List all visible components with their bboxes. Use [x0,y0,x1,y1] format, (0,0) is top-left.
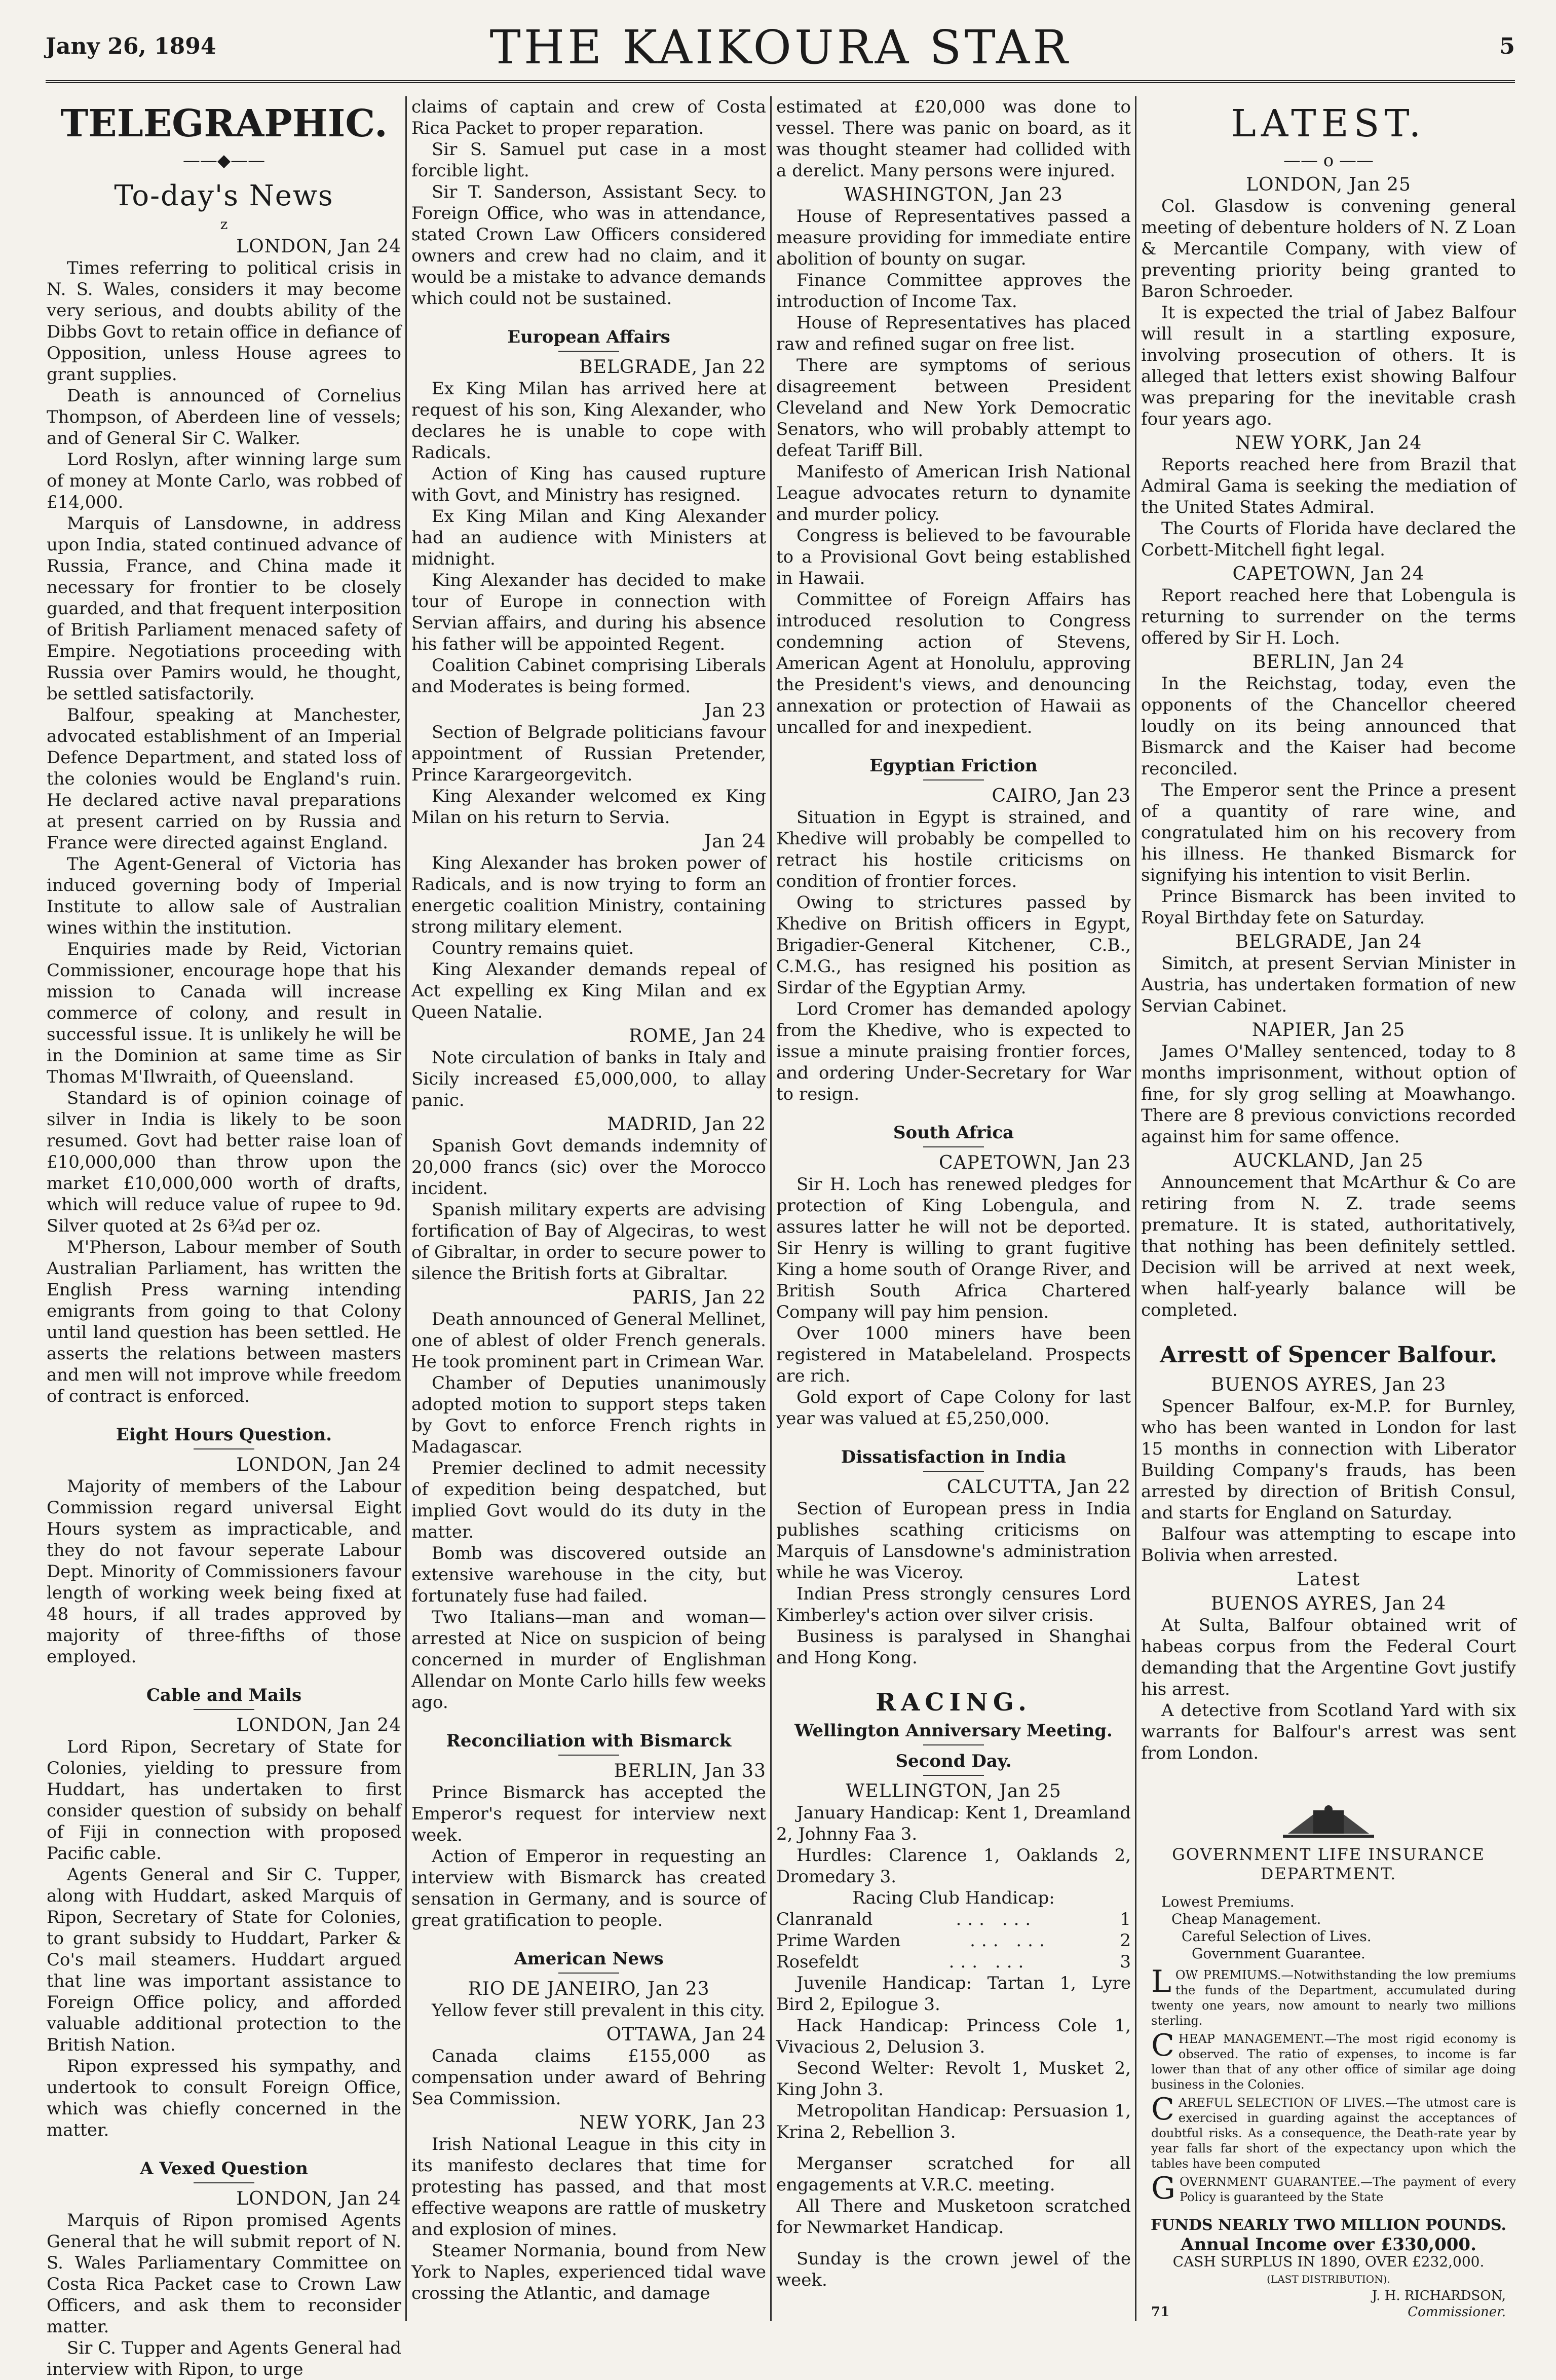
dateline: NAPIER, Jan 25 [1251,1020,1406,1040]
news-paragraph: The Agent-General of Victoria has induced governing body of Imperial Institute to allow sale of Australian wines within the institution. [47,854,401,938]
news-paragraph: Coalition Cabinet comprising Liberals and Moderates is being formed. [411,655,766,697]
news-paragraph: Prince Bismarck has accepted the Emperor's request for interview next week. [411,1782,766,1845]
news-paragraph: claims of captain and crew of Costa Rica Packet to proper reparation. [411,97,766,138]
news-paragraph: The Courts of Florida have declared the Corbett-Mitchell fight legal. [1141,518,1516,560]
section-rule [923,1146,984,1147]
ad-paragraph [1151,1964,1516,2028]
leader-dots: ... ... [970,1930,1051,1951]
ad-paragraph-text: HEAP MANAGEMENT.—The most rigid economy is observed. The ratio of expenses, to income is far lower than that of any other office of similar age doing business in the Colonies. [1151,2032,1516,2092]
news-paragraph: At Sulta, Balfour obtained writ of habeas corpus from the Federal Court demanding that the Argentine Govt justify his arrest. [1141,1615,1516,1699]
news-paragraph: Death is announced of Cornelius Thompson, of Aberdeen line of vessels; and of General Sir C. Walker. [47,386,401,449]
news-paragraph: Note circulation of banks in Italy and Sicily increased £5,000,000, to allay panic. [411,1048,766,1110]
news-paragraph: Yellow fever still prevalent in this city. [432,2000,765,2021]
section-heading: A Vexed Question [140,2159,308,2179]
ad-paragraph-text: OW PREMIUMS.—Notwithstanding the low premiums the funds of the Department, accumulated during twenty one years, now amount to nearly two millions sterling. [1151,1968,1516,2028]
leader-dots: ... ... [956,1909,1037,1929]
ad-feature: Cheap Management. [1171,1911,1321,1927]
news-paragraph: Marquis of Lansdowne, in address upon India, stated continued advance of Russia, France, and China made it necessary for frontier to be closely guarded, and that frequent interposition of British Parliament menaced safety of Empire. Negotiations proceeding with Russia over Pamirs would, he thought, be settled satisfactorily. [47,513,401,704]
news-paragraph: Two Italians—man and woman—arrested at Nice on suspicion of being concerned in murder of Englishman Allendar on Monte Carlo hills few weeks ago. [411,1607,766,1713]
news-paragraph: Ex King Milan and King Alexander had an audience with Ministers at midnight. [411,506,766,569]
column-2 [411,96,766,2321]
ornament-mark: o [1323,151,1334,171]
dateline: MADRID, Jan 22 [607,1114,766,1135]
column-4 [1141,96,1516,2321]
news-paragraph: M'Pherson, Labour member of South Australian Parliament, has written the English Press warning intending emigrants from going to that Colony until land question has been settled. He asserts the relations between masters and men will not improve while freedom of contract is enforced. [47,1237,401,1406]
section-heading: Egyptian Friction [869,756,1038,776]
ad-paragraph [1151,2171,1516,2206]
news-paragraph: Situation in Egypt is strained, and Khedive will probably be compelled to retract his hostile criticisms on condition of frontier forces. [776,807,1131,891]
section-heading: Cable and Mails [146,1685,302,1705]
news-paragraph: Owing to strictures passed by Khedive on British officers in Egypt, Brigadier-General Kitchener, C.B., C.M.G., has resigned his position as Sirdar of the Egyptian Army. [776,892,1131,998]
ad-heading: DEPARTMENT. [1260,1864,1397,1883]
news-paragraph: Balfour was attempting to escape into Bolivia when arrested. [1141,1524,1516,1566]
race-note: All There and Musketoon scratched for Newmarket Handicap. [776,2196,1131,2238]
section-rule [558,1973,619,1974]
dateline: LONDON, Jan 24 [236,2188,401,2209]
dateline: WELLINGTON, Jan 25 [846,1781,1061,1802]
news-paragraph: Balfour, speaking at Manchester, advocated establishment of an Imperial Defence Department, and stated loss of the colonies would be England's ruin. He declared active naval preparations at present carried on by Russia and France were directed against England. [47,705,401,853]
dateline: OTTAWA, Jan 24 [606,2024,766,2045]
section-rule [558,351,619,352]
ad-feature: Lowest Premiums. [1161,1893,1295,1910]
column-rule [1135,96,1136,2321]
section-rule [194,2182,254,2183]
news-paragraph: Prince Bismarck has been invited to Royal Birthday fete on Saturday. [1141,886,1516,928]
issue-date: Jany 26, 1894 [46,33,216,59]
news-paragraph: Bomb was discovered outside an extensive warehouse in the city, but fortunately fuse had failed. [411,1543,766,1606]
news-paragraph: In the Reichstag, today, even the opponents of the Chancellor cheered loudly on its being announced that Bismarck and the Kaiser had become reconciled. [1141,674,1516,779]
section-heading: Reconciliation with Bismarck [446,1731,732,1751]
race-row [776,1930,1131,1951]
dateline: BUENOS AYRES, Jan 23 [1210,1374,1447,1395]
placing: 1 [1120,1909,1131,1929]
drop-cap: G [1151,2171,1175,2206]
news-paragraph: estimated at £20,000 was done to vessel. There was panic on board, as it was thought steamer had collided with a derelict. Many persons were injured. [776,97,1131,181]
news-paragraph: Section of Belgrade politicians favour appointment of Russian Pretender, Prince Karargeorgevitch. [411,722,766,785]
ornament-rule: —— o —— [1283,151,1374,171]
news-paragraph: Lord Ripon, Secretary of State for Colonies, yielding to pressure from Huddart, has undertaken to first consider question of subsidy on behalf of Fiji in connection with proposed Pacific cable. [47,1737,401,1864]
news-paragraph: Reports reached here from Brazil that Admiral Gama is seeking the mediation of the United States Admiral. [1141,455,1516,517]
arrest-heading: Arrestt of Spencer Balfour. [1160,1342,1497,1368]
dateline: WASHINGTON, Jan 23 [844,184,1063,205]
section-heading: Eight Hours Question. [116,1425,332,1445]
masthead-rule [46,80,1515,83]
column-rule [405,96,407,2321]
dateline: CALCUTTA, Jan 22 [946,1477,1131,1498]
section-dash: z [220,216,228,233]
dateline: CAPETOWN, Jan 23 [939,1152,1131,1173]
news-paragraph: Marquis of Ripon promised Agents General that he will submit report of N. S. Wales Parliamentary Committee on Costa Rica Packet case to Crown Law Officers, and ask them to reconsider matter. [47,2210,401,2337]
news-paragraph: Action of Emperor in requesting an interview with Bismarck has created sensation in Germany, and is source of great gratification to people. [411,1846,766,1930]
dateline: LONDON, Jan 24 [236,1455,401,1475]
news-paragraph: Majority of members of the Labour Commission regard universal Eight Hours system as impracticable, and they do not favour seperate Labour Dept. Minority of Commissioners favour length of working week being fixed at 48 hours, if all trades approved by majority of three-fifths of those employed. [47,1476,401,1667]
race-heading: Racing Club Handicap: [852,1888,1055,1908]
race-result: Hurdles: Clarence 1, Oaklands 2, Dromedary 3. [776,1845,1131,1887]
ad-paragraph [1151,2092,1516,2171]
dateline: BUENOS AYRES, Jan 24 [1210,1593,1447,1614]
day-heading: Second Day. [895,1751,1012,1771]
news-paragraph: Business is paralysed in Shanghai and Hong Kong. [776,1626,1131,1668]
news-paragraph: A detective from Scotland Yard with six warrants for Balfour's arrest was sent from London. [1141,1700,1516,1763]
race-result: Metropolitan Handicap: Persuasion 1, Krina 2, Rebellion 3. [776,2101,1131,2142]
drop-cap: C [1151,2092,1174,2127]
dateline: RIO DE JANEIRO, Jan 23 [468,1979,710,1999]
news-paragraph: Chamber of Deputies unanimously adopted motion to support steps taken by Govt to enforce French rights in Madagascar. [411,1373,766,1457]
column-1 [47,96,401,2379]
dateline: NEW YORK, Jan 24 [1235,433,1422,454]
todays-news-heading: To-day's News [114,179,334,212]
dateline: CAPETOWN, Jan 24 [1232,564,1425,584]
news-paragraph: Announcement that McArthur & Co are retiring from N. Z. trade seems premature. It is stated, authoritatively, that nothing has been definitely settled. Decision will be arrived at next week, when half-yearly balance will be completed. [1141,1172,1516,1320]
news-paragraph: Indian Press strongly censures Lord Kimberley's action over silver crisis. [776,1584,1131,1625]
news-paragraph: Action of King has caused rupture with Govt, and Ministry has resigned. [411,464,766,505]
horse-name: Rosefeldt [776,1952,859,1972]
news-paragraph: Committee of Foreign Affairs has introduced resolution to Congress condemning action of Stevens, American Agent at Honolulu, approving the President's views, and denouncing annexation or protection of Hawaii as uncalled for and inexpedient. [776,589,1131,737]
news-paragraph: Spencer Balfour, ex-M.P. for Burnley, who has been wanted in London for last 15 months in connection with Liberator Building Company's frauds, has been arrested by direction of British Consul, and starts for England on Saturday. [1141,1396,1516,1523]
news-paragraph: Agents General and Sir C. Tupper, along with Huddart, asked Marquis of Ripon, Secretary of State for Colonies, to grant subsidy to Huddart, Parker & Co's mail steamers. Huddart argued that line was important assistance to Foreign Office policy, and afforded valuable additional protection to the British Nation. [47,1865,401,2055]
ad-feature-list [1161,1893,1516,1962]
latest-heading: LATEST. [1231,102,1426,145]
section-rule [558,1755,619,1756]
dateline: BELGRADE, Jan 24 [1235,932,1422,952]
news-paragraph: Lord Roslyn, after winning large sum of money at Monte Carlo, was robbed of £14,000. [47,450,401,512]
race-note: Merganser scratched for all engagements at V.R.C. meeting. [776,2153,1131,2195]
news-paragraph: Spanish military experts are advising fortification of Bay of Algeciras, to west of Gibraltar, in order to secure power to silence the British forts at Gibraltar. [411,1200,766,1284]
news-paragraph: House of Representatives passed a measure providing for immediate entire abolition of bounty on sugar. [776,206,1131,269]
column-3 [776,96,1131,2321]
ad-paragraph-text: OVERNMENT GUARANTEE.—The payment of every Policy is guaranteed by the State [1179,2175,1516,2204]
ad-feature: Government Guarantee. [1192,1945,1365,1962]
news-paragraph: Country remains quiet. [432,938,634,958]
news-paragraph: Congress is believed to be favourable to a Provisional Govt being established in Hawaii. [776,526,1131,588]
ad-sign-title: Commissioner. [1408,2304,1506,2320]
leader-dots: ... ... [948,1952,1030,1972]
newspaper-title: THE KAIKOURA STAR [489,20,1071,75]
news-paragraph: James O'Malley sentenced, today to 8 months imprisonment, without option of fine, for sly grog selling at Moawhango. There are 8 previous convictions recorded against him for same offence. [1141,1042,1516,1147]
news-paragraph: Manifesto of American Irish National League advocates return to dynamite and murder policy. [776,462,1131,525]
column-rule [770,96,772,2321]
race-result: January Handicap: Kent 1, Dreamland 2, Johnny Faa 3. [776,1803,1131,1844]
section-rule [194,1709,254,1710]
dateline: LONDON, Jan 24 [236,236,401,257]
news-paragraph: Steamer Normania, bound from New York to Naples, experienced tidal wave crossing the Atlantic, and damage [411,2241,766,2303]
news-paragraph: King Alexander has broken power of Radicals, and is now trying to form an energetic coalition Ministry, containing strong military element. [411,853,766,937]
section-heading: European Affairs [507,327,670,347]
news-paragraph: King Alexander demands repeal of Act expelling ex King Milan and ex Queen Natalie. [411,959,766,1022]
race-result: Second Welter: Revolt 1, Musket 2, King John 3. [776,2058,1131,2100]
insurance-advertisement [1141,1804,1516,2320]
news-paragraph: Col. Glasdow is convening general meeting of debenture holders of N. Z Loan & Mercantile Company, with view of preventing priority being granted to Baron Schroeder. [1141,196,1516,302]
ad-sign-row [1141,2304,1506,2320]
news-paragraph: Sir H. Loch has renewed pledges for protection of King Lobengula, and assures latter he will not be deported. Sir Henry is willing to grant fugitive King a home south of Orange River, and British South Africa Chartered Company will pay him pension. [776,1174,1131,1322]
ornament-rule: ——◆—— [182,151,265,171]
drop-cap: L [1151,1964,1171,1999]
ad-funds: FUNDS NEARLY TWO MILLION POUNDS. [1151,2216,1506,2234]
section-heading: Dissatisfaction in India [841,1447,1067,1467]
news-paragraph: House of Representatives has placed raw and refined sugar on free list. [776,313,1131,354]
news-paragraph: Times referring to political crisis in N. S. Wales, considers it may become very serious, and doubts ability of the Dibbs Govt to retain office in defiance of Opposition, unless House agrees to grant supplies. [47,258,401,385]
race-row [776,1909,1131,1930]
news-paragraph: Irish National League in this city in its manifesto declares that time for protesting has passed, and that most effective weapons are rattle of musketry and explosion of mines. [411,2134,766,2240]
news-paragraph: Simitch, at present Servian Minister in Austria, has undertaken formation of new Servian Cabinet. [1141,953,1516,1016]
news-paragraph: Premier declined to admit necessity of expedition being despatched, but implied Govt would do its duty in the matter. [411,1458,766,1542]
dateline: BERLIN, Jan 24 [1252,652,1405,673]
horse-name: Clanranald [776,1909,873,1929]
section-rule [923,1744,984,1745]
filler-note: Sunday is the crown jewel of the week. [776,2249,1131,2290]
dateline: LONDON, Jan 24 [236,1715,401,1736]
news-paragraph: The Emperor sent the Prince a present of a quantity of rare wine, and congratulated him on his recovery from his illness. He thanked Bismarck for signifying his intention to visit Berlin. [1141,780,1516,885]
news-paragraph: It is expected the trial of Jabez Balfour will result in a startling exposure, involving prosecution of others. It is alleged that letters exist showing Balfour was preparing for the inevitable crash four years ago. [1141,303,1516,429]
dateline: Jan 24 [704,831,766,852]
ad-feature: Careful Selection of Lives. [1182,1928,1372,1945]
ad-surplus: CASH SURPLUS IN 1890, OVER £232,000. [1172,2253,1485,2270]
page-number: 5 [1499,33,1515,59]
dateline: BELGRADE, Jan 22 [579,357,766,378]
news-paragraph: Death announced of General Mellinet, one of ablest of older French generals. He took prominent part in Crimean War. [411,1309,766,1372]
news-paragraph: Section of European press in India publishes scathing criticisms on Marquis of Lansdowne's administration while he was Viceroy. [776,1499,1131,1583]
news-paragraph: Gold export of Cape Colony for last year was valued at £5,250,000. [776,1387,1131,1429]
news-paragraph: Sir S. Samuel put case in a most forcible light. [411,139,766,181]
news-paragraph: Enquiries made by Reid, Victorian Commissioner, encourage hope that his mission to Canada will increase commerce of colony, and result in successful issue. It is unlikely he will be in the Dominion at same time as Sir Thomas M'Ilwraith, of Queensland. [47,939,401,1087]
news-paragraph: There are symptoms of serious disagreement between President Cleveland and New York Democratic Senators, who will probably attempt to defeat Tariff Bill. [776,355,1131,461]
news-paragraph: Spanish Govt demands indemnity of 20,000 francs (sic) over the Morocco incident. [411,1136,766,1199]
section-rule [923,1775,984,1776]
ad-paragraph [1151,2028,1516,2092]
coat-of-arms-icon [1278,1804,1379,1840]
ad-signature: J. H. RICHARDSON, [1372,2288,1506,2303]
section-rule [923,779,984,780]
race-row [776,1951,1131,1973]
ad-heading: GOVERNMENT LIFE INSURANCE [1172,1845,1485,1864]
section-rule [923,1471,984,1472]
dateline: BERLIN, Jan 33 [614,1761,766,1781]
section-rule [194,1448,254,1449]
dateline: ROME, Jan 24 [629,1026,766,1047]
news-paragraph: Sir T. Sanderson, Assistant Secy. to Foreign Office, who was in attendance, stated Crown Law Officers considered owners and crew had no claim, and it would be a mistake to advance demands which could not be sustained. [411,182,766,309]
race-result: Juvenile Handicap: Tartan 1, Lyre Bird 2, Epilogue 3. [776,1973,1131,2015]
section-heading: South Africa [893,1123,1014,1143]
news-paragraph: Report reached here that Lobengula is returning to surrender on the terms offered by Sir H. Loch. [1141,585,1516,648]
dateline: PARIS, Jan 22 [632,1287,766,1308]
news-paragraph: Ripon expressed his sympathy, and undertook to consult Foreign Office, which was chiefly concerned in the matter. [47,2056,401,2140]
news-paragraph: Over 1000 miners have been registered in Matabeleland. Prospects are rich. [776,1323,1131,1386]
telegraphic-heading: TELEGRAPHIC. [60,102,388,145]
placing: 3 [1120,1952,1131,1972]
news-paragraph: Lord Cromer has demanded apology from the Khedive, who is expected to issue a minute praising frontier forces, and ordering Under-Secretary for War to resign. [776,999,1131,1104]
race-result: Hack Handicap: Princess Cole 1, Vivacious 2, Delusion 3. [776,2016,1131,2057]
latest-subheading: Latest [1296,1569,1361,1590]
masthead [46,20,1515,81]
dateline: Jan 23 [704,700,766,721]
dateline: CAIRO, Jan 23 [992,786,1131,806]
ad-paragraph-text: AREFUL SELECTION OF LIVES.—The utmost care is exercised in guarding against the acceptances of doubtful risks. As a consequence, the Death-rate year by year falls far short of the expectancy upon which the tables have been computed [1151,2096,1516,2171]
news-paragraph: King Alexander has decided to make tour of Europe in connection with Servian affairs, and during his absence his father will be appointed Regent. [411,570,766,654]
news-paragraph: King Alexander welcomed ex King Milan on his return to Servia. [411,786,766,828]
ad-distribution: (LAST DISTRIBUTION). [1267,2273,1390,2285]
section-heading: American News [514,1949,664,1969]
news-paragraph: Sir C. Tupper and Agents General had interview with Ripon, to urge [47,2338,401,2379]
news-paragraph: Ex King Milan has arrived here at request of his son, King Alexander, who declares he is unable to cope with Radicals. [411,379,766,463]
drop-cap: C [1151,2028,1174,2063]
ad-income: Annual Income over £330,000. [1181,2235,1476,2255]
news-paragraph: Finance Committee approves the introduction of Income Tax. [776,270,1131,312]
dateline: LONDON, Jan 25 [1246,174,1411,195]
placing: 2 [1120,1930,1131,1951]
dateline: AUCKLAND, Jan 25 [1233,1150,1424,1171]
news-paragraph: Standard is of opinion coinage of silver in India is likely to be soon resumed. Govt had better raise loan of £10,000,000 than throw upon the market £10,000,000 worth of drafts, which will reduce value of rupee to 9d. Silver quoted at 2s 6¾d per oz. [47,1088,401,1236]
dateline: NEW YORK, Jan 23 [579,2112,766,2133]
ad-mark: 71 [1151,2304,1170,2320]
news-paragraph: Canada claims £155,000 as compensation under award of Behring Sea Commission. [411,2046,766,2109]
meeting-heading: Wellington Anniversary Meeting. [794,1721,1113,1741]
racing-heading: RACING. [876,1688,1032,1717]
horse-name: Prime Warden [776,1930,901,1951]
